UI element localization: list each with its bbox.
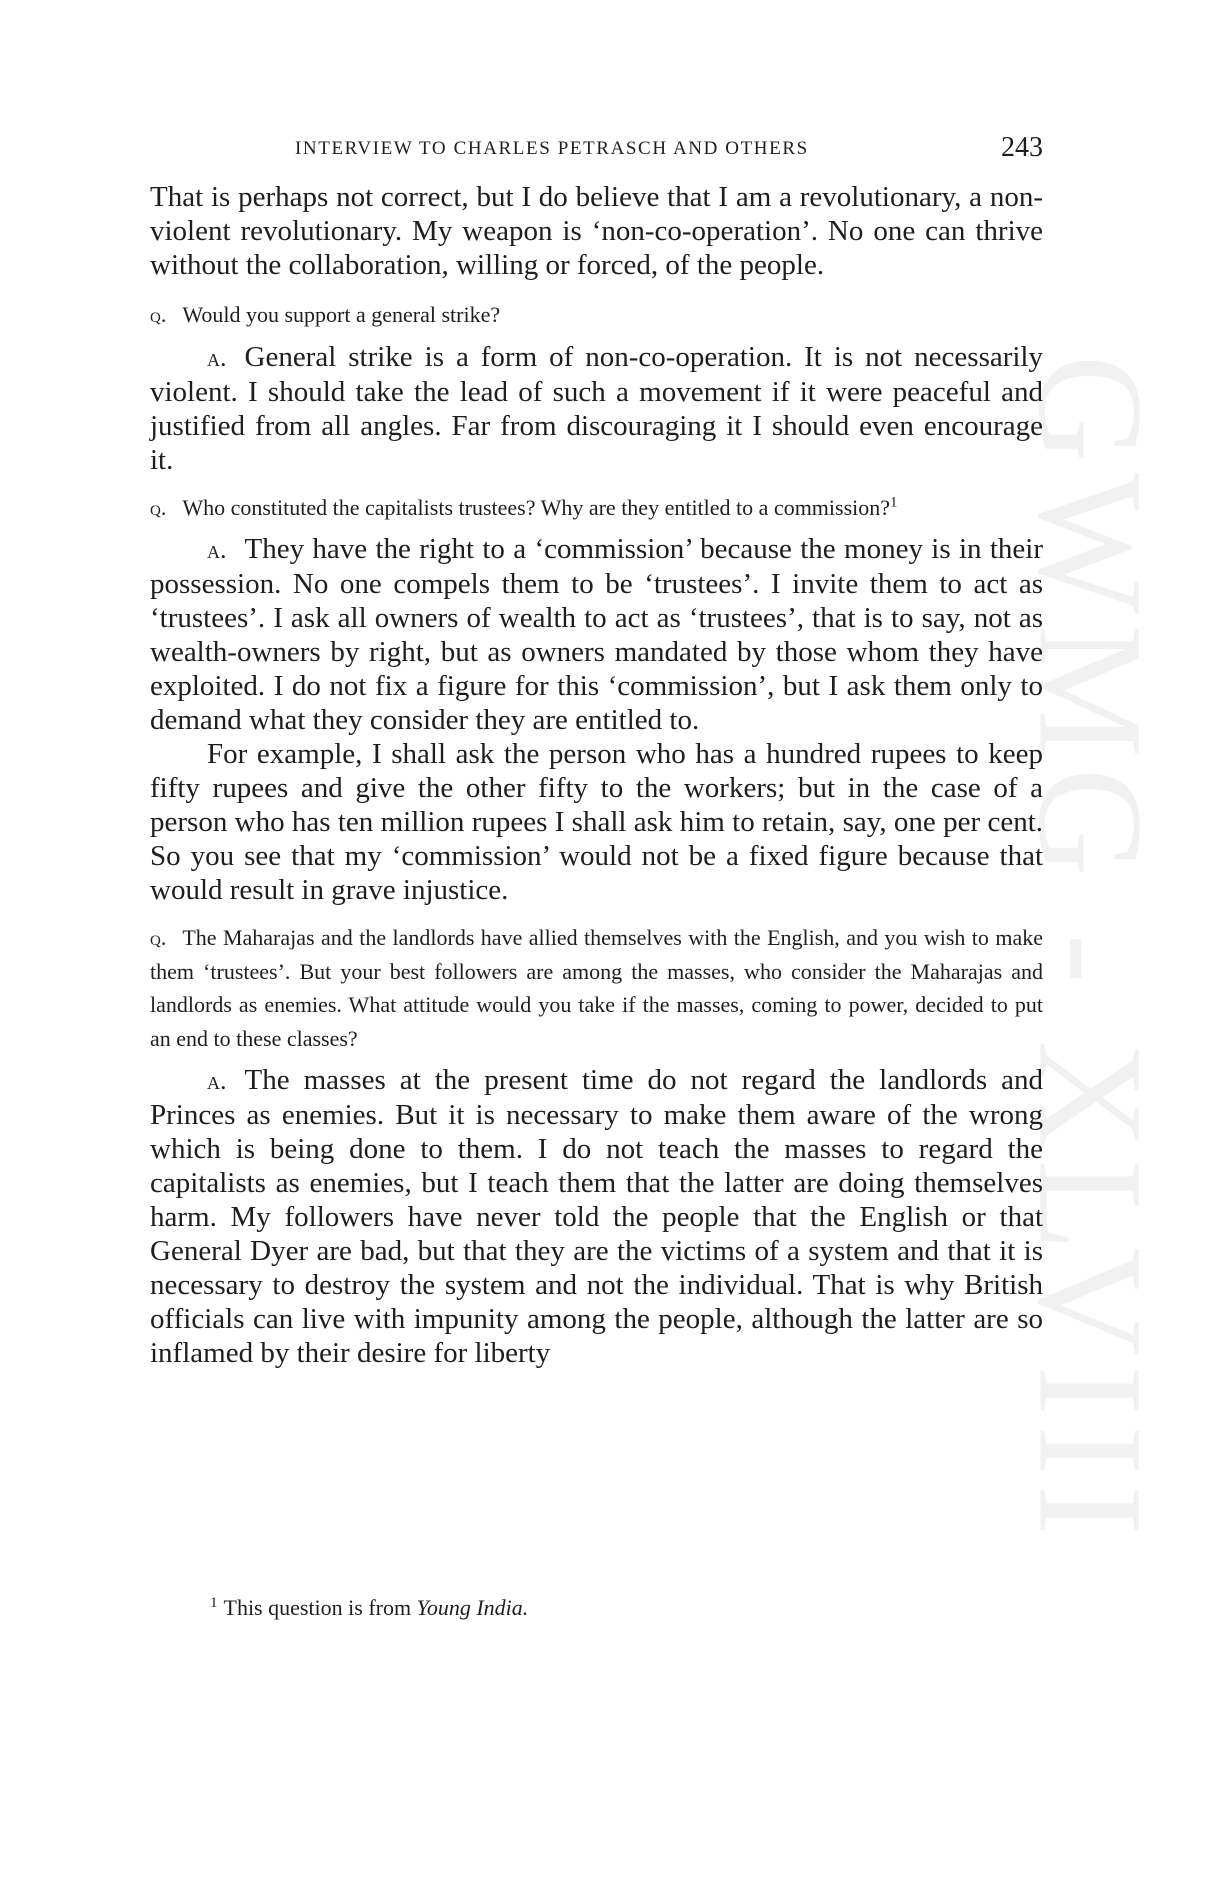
paragraph-example: For example, I shall ask the person who has a hundred rupees to keep fifty rupees and give the other fifty to the workers; but in the case of a person who has ten million rupees I shall ask him to retain, say, one per cent. So you see that my ‘commission’ would not be a fixed figure because that would result in grave injustice. <box>150 738 1043 906</box>
page-header <box>150 132 1043 172</box>
footnote <box>210 1595 1010 1621</box>
footnote-number: 1 <box>210 1594 218 1611</box>
question-tag: q. <box>150 925 167 950</box>
watermark-text: GWMG - XLVIII <box>1007 354 1174 1546</box>
page-number: 243 <box>1001 132 1043 163</box>
question-text: The Maharajas and the landlords have allied themselves with the English, and you wish to make them ‘trustees’. But your best followers are among the masses, who consider the Maharajas and landlords as enemies. What attitude would you take if the masses, coming to power, decided to put an end to these classes? <box>150 925 1043 1051</box>
answer-text: They have the right to a ‘commission’ because the money is in their possession. No one compels them to be ‘trustees’. I invite them to act as ‘trustees’. I ask all owners of wealth to act as ‘trustees’, that is to say, not as wealth-owners by right, but as owners mandated by those whom they have exploited. I do not fix a figure for this ‘commission’, but I ask them only to demand what they consider they are entitled to. <box>150 533 1043 736</box>
question-3 <box>150 921 1043 1055</box>
body-text <box>150 180 1043 1370</box>
answer-tag: a. <box>207 535 227 564</box>
footnote-marker: 1 <box>890 494 898 511</box>
answer-tag: a. <box>207 342 227 372</box>
answer-tag: a. <box>207 1066 227 1095</box>
answer-3 <box>150 1063 1043 1370</box>
answer-text: The masses at the present time do not regard the landlords and Princes as enemies. But it is necessary to make them aware of the wrong which is being done to them. I do not teach the masses to regard the capitalists as enemies, but I teach them that the latter are doing themselves harm. My followers have never told the people that the English or that General Dyer are bad, but that they are the victims of a system and that it is necessary to destroy the system and not the individual. That is why British officials can live with impunity among the people, although the latter are so inflamed by their desire for liberty <box>150 1064 1043 1369</box>
answer-1 <box>150 340 1043 477</box>
question-tag: q. <box>150 302 167 327</box>
question-text: Who constituted the capitalists trustees? Why are they entitled to a commission? <box>182 494 891 520</box>
footnote-text: This question is from <box>223 1595 417 1620</box>
question-1 <box>150 298 1043 332</box>
answer-2 <box>150 532 1043 737</box>
footnote-source: Young India. <box>416 1595 529 1620</box>
question-text: Would you support a general strike? <box>182 302 501 327</box>
paragraph-intro: That is perhaps not correct, but I do believe that I am a revolutionary, a non-violent revolutionary. My weapon is ‘non-co-operation’. No one can thrive without the collaboration, willing or forced, of the people. <box>150 181 1043 281</box>
answer-text: General strike is a form of non-co-operation. It is not necessarily violent. I should take the lead of such a movement if it were peaceful and justified from all angles. Far from discouraging it I should even encourage it. <box>150 340 1043 476</box>
question-2 <box>150 491 1043 525</box>
question-tag: q. <box>150 494 167 520</box>
running-head: INTERVIEW TO CHARLES PETRASCH AND OTHERS <box>295 138 809 159</box>
